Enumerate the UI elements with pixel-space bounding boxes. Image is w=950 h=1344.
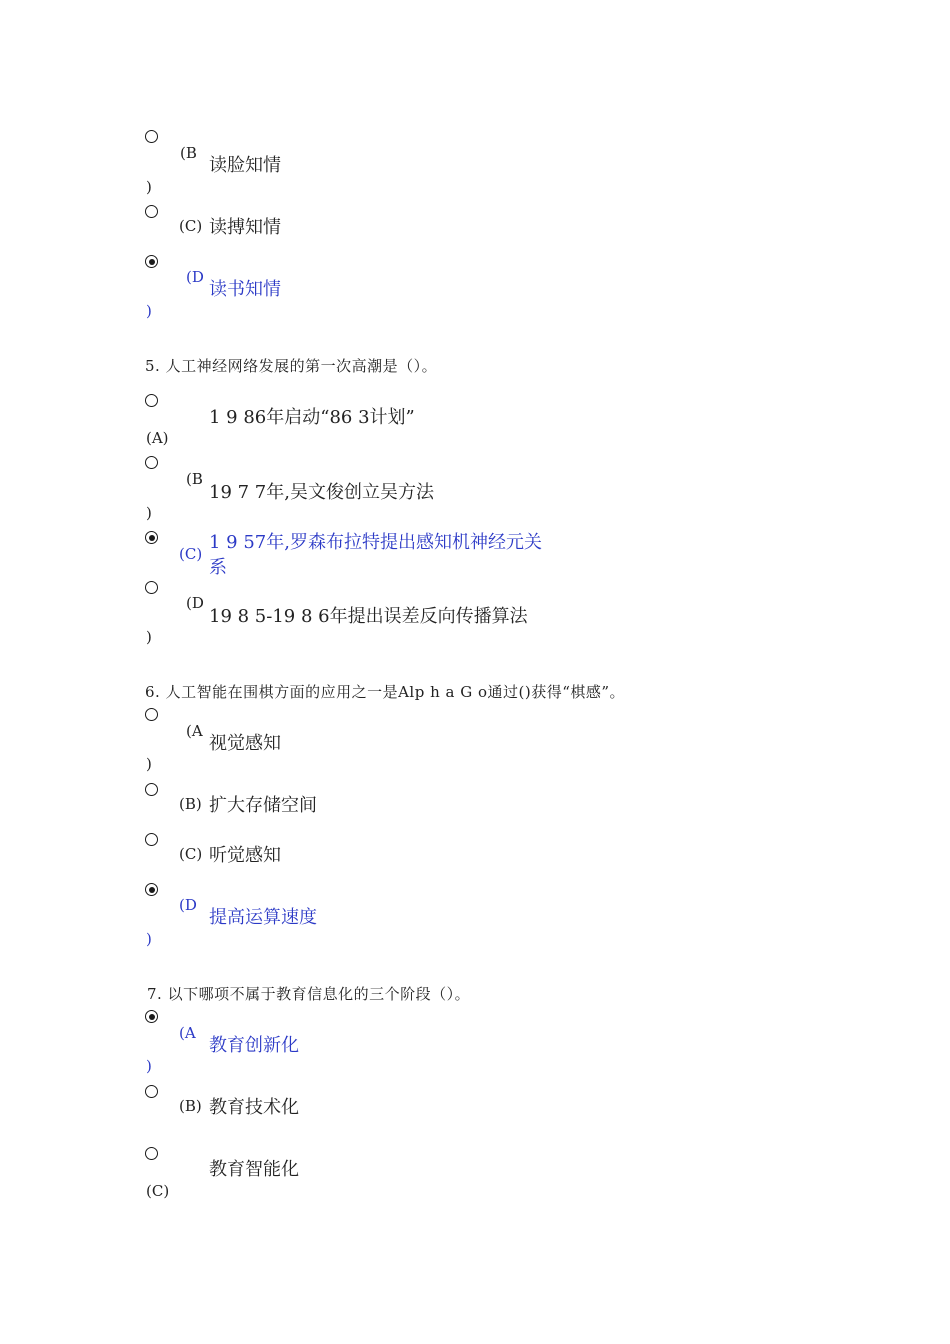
q5-option-a-label: (A) (146, 429, 169, 447)
q4-option-c-radio[interactable] (145, 205, 158, 218)
q4-option-d-radio-selected[interactable] (145, 255, 158, 268)
q7-option-c-radio[interactable] (145, 1147, 158, 1160)
q5-option-b-label: (B (186, 470, 203, 488)
q4-option-b-text[interactable]: 读脸知情 (209, 155, 281, 176)
q6-option-b-radio[interactable] (145, 783, 158, 796)
q7-option-c-text[interactable]: 教育智能化 (209, 1159, 299, 1180)
q5-option-d-label-close: ) (146, 628, 152, 646)
q7-question: 7. 以下哪项不属于教育信息化的三个阶段（）。 (147, 985, 471, 1003)
q6-option-d-radio-selected[interactable] (145, 883, 158, 896)
q6-option-d-label-close: ) (146, 930, 152, 948)
q6-option-a-label-close: ) (146, 755, 152, 773)
q5-option-a-text[interactable]: 1 9 86年启动“86 3计划” (209, 407, 415, 428)
q4-option-b-label-close: ) (146, 178, 152, 196)
q5-option-a-radio[interactable] (145, 394, 158, 407)
q4-option-b-label: (B (180, 144, 197, 162)
q7-option-a-radio-selected[interactable] (145, 1010, 158, 1023)
q5-option-c-label: (C) (179, 545, 203, 563)
q6-option-a-label: (A (186, 722, 203, 740)
q4-option-c-label: (C) (179, 217, 203, 235)
q5-option-b-label-close: ) (146, 504, 152, 522)
q6-option-c-radio[interactable] (145, 833, 158, 846)
q6-option-b-label: (B) (179, 795, 202, 813)
q6-option-c-text[interactable]: 听觉感知 (209, 845, 281, 866)
q7-option-a-text[interactable]: 教育创新化 (209, 1035, 299, 1056)
q5-option-d-text[interactable]: 19 8 5-19 8 6年提出误差反向传播算法 (209, 606, 528, 627)
q5-option-d-label: (D (186, 594, 204, 612)
q6-option-a-text[interactable]: 视觉感知 (209, 733, 281, 754)
q4-option-d-label: (D (186, 268, 204, 286)
q7-option-b-radio[interactable] (145, 1085, 158, 1098)
q6-option-d-label: (D (179, 896, 197, 914)
q5-option-c-text-line1[interactable]: 1 9 57年,罗森布拉特提出感知机神经元关 (209, 532, 542, 553)
q7-option-a-label: (A (179, 1024, 196, 1042)
q4-option-b-radio[interactable] (145, 130, 158, 143)
q4-option-d-text[interactable]: 读书知情 (209, 279, 281, 300)
q4-option-d-label-close: ) (146, 302, 152, 320)
q6-option-c-label: (C) (179, 845, 203, 863)
q6-option-b-text[interactable]: 扩大存储空间 (209, 795, 317, 816)
q7-option-c-label: (C) (146, 1182, 170, 1200)
q5-option-c-text-line2[interactable]: 系 (209, 557, 227, 578)
q6-option-a-radio[interactable] (145, 708, 158, 721)
q6-question: 6. 人工智能在围棋方面的应用之一是Alp h a G o通过()获得“棋感”。 (145, 683, 626, 701)
q5-option-b-radio[interactable] (145, 456, 158, 469)
q5-option-b-text[interactable]: 19 7 7年,吴文俊创立吴方法 (209, 482, 434, 503)
q4-option-c-text[interactable]: 读搏知情 (209, 217, 281, 238)
q7-option-a-label-close: ) (146, 1057, 152, 1075)
q7-option-b-label: (B) (179, 1097, 202, 1115)
q6-option-d-text[interactable]: 提高运算速度 (209, 907, 317, 928)
q5-option-c-radio-selected[interactable] (145, 531, 158, 544)
q7-option-b-text[interactable]: 教育技术化 (209, 1097, 299, 1118)
q5-option-d-radio[interactable] (145, 581, 158, 594)
q5-question: 5. 人工神经网络发展的第一次高潮是（）。 (145, 357, 438, 375)
